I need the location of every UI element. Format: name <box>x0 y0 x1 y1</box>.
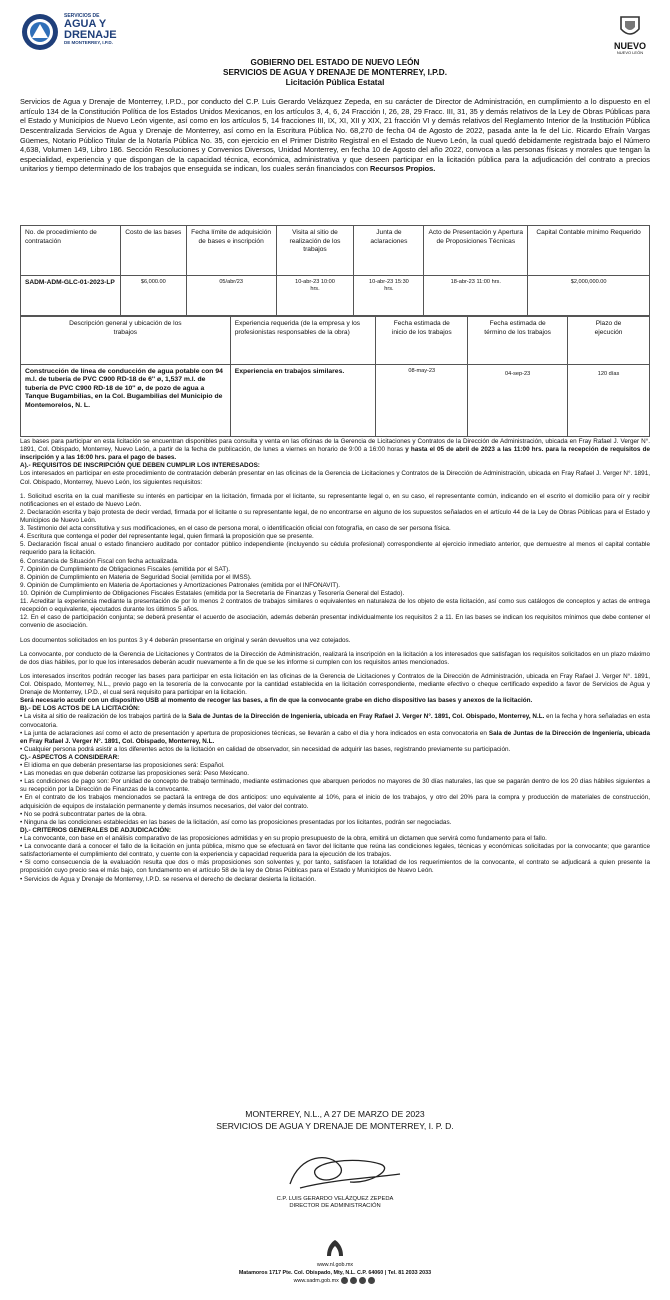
header <box>0 0 670 100</box>
table-header-cell: Costo de las bases <box>120 226 186 276</box>
table-header-cell: Junta de aclaraciones <box>354 226 424 276</box>
list-item: • La convocante, con base en el análisis comparativo de las proposiciones admitidas y en su propio presupuesto de la obra, emitirá un dictamen que servirá como fundamento para el fallo. <box>20 835 547 843</box>
table-cell: $2,000,000.00 <box>528 276 650 316</box>
table-cell: 04-sep-23 <box>468 365 568 437</box>
table-header-cell: Acto de Presentación y Apertura de Proposiciones Técnicas <box>424 226 528 276</box>
section-c-title: C).- ASPECTOS A CONSIDERAR: <box>20 753 120 761</box>
footer-address: Matamoros 1717 Pte. Col. Obispado, Mty, N.L. C.P. 64060 | Tel. 81 2033 2033 <box>238 1270 432 1277</box>
section-a-paragraph: Los interesados inscritos podrán recoger las bases para participar en esta licitación en las oficinas de la Gerencia de Licitaciones y Contratos de la Dirección de Administración, ubicada en Fray Rafael J. Verger N°. 1891, Col. Obispado, Monterrey, N.L., previo pago en la tesorería de la convocante por la cantidad establecida en la licitación correspondiente, mediante efectivo o cheque certificado expedido a favor de Servicios de Agua y Drenaje de Monterrey, I.P.D., el cual será requisito para participar en la licitación. <box>20 672 650 697</box>
list-item: • Las condiciones de pago son: Por unidad de concepto de trabajo terminado, mediante estimaciones que abarquen periodos no mayores de 30 días naturales, las que se pagarán dentro de los 20 días hábiles siguientes a su recepción por la Dirección de Finanzas de la convocante. <box>20 778 650 794</box>
table-header-cell: Fecha estimada de inicio de los trabajos <box>376 317 468 365</box>
footer-web-sadm-row <box>0 1277 670 1285</box>
bases-paragraph <box>20 438 650 462</box>
table-cell: 10-abr-23 10:00 hrs. <box>276 276 354 316</box>
list-item: 11. Acreditar la experiencia mediante la presentación de por lo menos 2 contratos de trabajos similares o equivalentes en naturaleza de los objeto de esta licitación, así como sus catálogos de conceptos y actas de entrega recepción o equivalente, ejecutados durante los últimos 5 años. <box>20 598 650 614</box>
list-item <box>20 730 650 746</box>
list-item: 4. Escritura que contenga el poder del representante legal, quien firmará la proposición que se presente. <box>20 533 314 541</box>
table-header-cell: Descripción general y ubicación de los trabajos <box>21 317 231 365</box>
bases-bold: y hasta el 05 de abril de 2023 a las 11:00 hrs. para la recepción de requisitos de inscripción y a las 16:00 hrs. para el pago de bases. <box>20 446 650 462</box>
bases-text: Las bases para participar en esta licitación se encuentran disponibles para consulta y venta en las oficinas de la Gerencia de Licitaciones y Contratos de la Dirección de Administración, ubicada en Fray Rafael J. Verger N°. 1891, Col. Obispado, Monterrey, Nuevo León, a partir de la fecha de publicación, de lunes a viernes en horario de 9:00 a 16:00 horas <box>20 438 650 454</box>
list-item: 1. Solicitud escrita en la cual manifieste su interés en participar en la licitación, firmada por el licitante, su representante legal o, en su caso, el representante común, indicando en el escrito el domicilio para oír y recibir notificaciones en el estado de Nuevo León. <box>20 492 650 508</box>
nuevo-leon-footer-logo-icon <box>324 1238 346 1258</box>
intro-bold-end: Recursos Propios. <box>370 164 436 174</box>
title-gobierno: GOBIERNO DEL ESTADO DE NUEVO LEÓN <box>250 58 420 67</box>
table-cell: 10-abr-23 15:30 hrs. <box>354 276 424 316</box>
list-item: 12. En el caso de participación conjunta; se deberá presentar el acuerdo de asociación, además deberán presentar individualmente los requisitos 2 a 11. En las bases se indican los requisitos mínimos que debe contener el convenio de asociación. <box>20 614 650 630</box>
logo-line-2: AGUA Y <box>64 18 107 30</box>
table-cell: $6,000.00 <box>120 276 186 316</box>
sadm-logo <box>20 12 160 52</box>
visit-location: Sala de Juntas de la Dirección de Ingeniería, ubicada en Fray Rafael J. Verger N°. 1891, Col. Obispado, Monterrey, N.L. <box>188 713 545 721</box>
nuevo-leon-word: NUEVO <box>613 41 646 52</box>
intro-text: Servicios de Agua y Drenaje de Monterrey, I.P.D., por conducto del C.P. Luis Gerardo Velázquez Zepeda, en su carácter de Director de Administración, en cumplimiento a lo dispuesto en el artículo 134 de la Constitución Política de los Estados Unidos Mexicanos, en los artículos 3, 4, 6, 24 Fracción I, 26, 28, 29 Fracc. III, 31, 35 y demás relativos de la Ley de Obras Públicas para el Estado y Municipios de Nuevo León vigente, así como en los artículos 5, 14 fracciones III, IX, XI, XII y XIX, 21 fracción VI y demás relativos del Reglamento Interior de la Institución Pública Descentralizada Servicios de Agua y Drenaje de Monterrey, así como en la Escritura Pública No. 68,270 de fecha 04 de Agosto de 2022, pasada ante la fe del Lic. Ricardo Efraín Vargas Güemes, Notario Público Titular de la Notaría Pública No. 35, con ejercicio en el Primer Distrito Registral en el Estado de Nuevo León, la cual quedó debidamente registrada bajo el Número 4,638, Volumen 149, Libro 186. Sección Resoluciones y Convenios Diversos, Unidad Monterrey, en fecha 10 de Agosto del año 2022, convoca a las personas físicas y morales que tengan la especialidad, experiencia y que dispongan de la capacidad técnica, económica, administrativa y que deseen participar en la licitación pública para la adjudicación del contrato a precios unitarios y tiempo determinado de los trabajos que enseguida se indican, los cuales serán financiados con <box>20 97 650 174</box>
section-a-paragraph: La convocante, por conducto de la Gerencia de Licitaciones y Contratos de la Dirección de Administración, realizará la inscripción en la licitación a los interesados que satisfagan los requisitos solicitados en un plazo máximo de dos días hábiles, por lo que los interesados deberán acudir nuevamente a fin de que se les informe si cumplen con los requisitos antes mencionados. <box>20 650 650 666</box>
list-item: • Si como consecuencia de la evaluación resulta que dos o más proposiciones son solventes y, por tanto, satisfacen la totalidad de los requerimientos de la convocante, el contrato se adjudicará a quien presente la proposición cuyo precio sea el más bajo, con fundamento en el artículo 58 de la ley de Obras Públicas para el Estado y Municipios de Nuevo León. <box>20 859 650 875</box>
list-item: 8. Opinión de Cumplimiento en Materia de Seguridad Social (emitida por el IMSS). <box>20 573 252 581</box>
section-a-title: A).- REQUISITOS DE INSCRIPCIÓN QUE DEBEN CUMPLIR LOS INTERESADOS: <box>20 462 260 470</box>
list-item: • Las monedas en que deberán cotizarse las proposiciones será: Peso Mexicano. <box>20 770 249 778</box>
section-a-paragraph: Los documentos solicitados en los puntos 3 y 4 deberán presentarse en original y serán devueltos una vez cotejados. <box>20 636 351 644</box>
usb-notice: Será necesario acudir con un dispositivo USB al momento de recoger las bases, a fin de que la convocante grabe en dicho dispositivo las bases y anexos de la licitación. <box>20 697 533 705</box>
table-cell: 18-abr-23 11:00 hrs. <box>424 276 528 316</box>
list-item: • Cualquier persona podrá asistir a los diferentes actos de la licitación en calidad de observador, sin necesidad de adquirir las bases, registrando previamente su participación. <box>20 745 511 753</box>
twitter-icon[interactable] <box>350 1277 357 1284</box>
logo-line-3: DRENAJE <box>64 29 117 41</box>
signature-icon <box>260 1144 420 1199</box>
table-header-row <box>21 317 650 365</box>
signer-name: C.P. LUIS GERARDO VELÁZQUEZ ZEPEDA <box>276 1196 394 1202</box>
table-cell: 05/abr/23 <box>186 276 276 316</box>
list-item: • La convocante dará a conocer el fallo de la licitación en junta pública, mismo que se efectuará en favor del licitante que reúna las condiciones legales, técnicas y económicas solicitadas por la convocante; que garantice satisfactoriamente el cumplimiento del contrato, y cuente con la experiencia y capacidad requerida para la ejecución de los trabajos. <box>20 843 650 859</box>
list-item: 9. Opinión de Cumplimiento en Materia de Aportaciones y Amortizaciones Patronales (emitida por el INFONAVIT). <box>20 581 341 589</box>
works-table <box>20 316 650 437</box>
instagram-icon[interactable] <box>359 1277 366 1284</box>
junta-text: • La junta de aclaraciones así como el acto de presentación y apertura de proposiciones técnicas, se llevarán a cabo el día y hora indicados en esta convocatoria en <box>20 729 489 737</box>
closing-block <box>0 1108 670 1133</box>
list-item: • Ninguna de las condiciones establecidas en las bases de la licitación, así como las proposiciones presentadas por los licitantes, podrán ser negociadas. <box>20 818 452 826</box>
section-d-title: D).- CRITERIOS GENERALES DE ADJUDICACIÓN: <box>20 826 171 834</box>
section-b-title: B).- DE LOS ACTOS DE LA LICITACIÓN: <box>20 705 140 713</box>
title-licitacion: Licitación Pública Estatal <box>285 77 385 87</box>
intro-paragraph <box>20 97 650 174</box>
youtube-icon[interactable] <box>368 1277 375 1284</box>
closing-date: MONTERREY, N.L., A 27 DE MARZO DE 2023 <box>245 1109 425 1119</box>
list-item: • El idioma en que deberán presentarse las proposiciones será: Español. <box>20 762 225 770</box>
table-cell: Construcción de línea de conducción de agua potable con 94 m.l. de tubería de PVC C900 RD-18 de 6'' ø, 1,537 m.l. de tubería de PVC C900 RD-18 de 10'' ø, de pozo de agua a Tanque Bugambilias, en la Col. Bugambilias del Municipio de Montemorelos, N. L. <box>21 365 231 437</box>
list-item: 3. Testimonio del acta constitutiva y sus modificaciones, en el caso de persona moral, o identificación oficial con fotografía, en caso de ser persona física. <box>20 525 451 533</box>
facebook-icon[interactable] <box>341 1277 348 1284</box>
title-sadm: SERVICIOS DE AGUA Y DRENAJE DE MONTERREY, I.P.D. <box>223 67 447 77</box>
table-cell: SADM-ADM-GLC-01-2023-LP <box>21 276 121 316</box>
list-item: 5. Declaración fiscal anual o estado financiero auditado por contador público independiente (incluyendo su cédula profesional) correspondiente al ejercicio inmediato anterior, que demuestre al menos el capital contable requerido para la licitación. <box>20 541 650 557</box>
list-item <box>20 713 650 729</box>
signer-block <box>0 1196 670 1210</box>
sadm-logo-icon <box>20 12 60 52</box>
nuevo-leon-crest-icon <box>619 15 641 39</box>
table-header-row <box>21 226 650 276</box>
list-item: • Servicios de Agua y Drenaje de Monterrey, I.P.D. se reserva el derecho de declarar desierta la licitación. <box>20 875 317 883</box>
procedure-table <box>20 225 650 316</box>
footer-web-nl[interactable]: www.nl.gob.mx <box>316 1262 354 1269</box>
table-cell: 120 días <box>568 365 650 437</box>
signer-role: DIRECTOR DE ADMINISTRACIÓN <box>289 1203 381 1210</box>
table-header-cell: Visita al sitio de realización de los trabajos <box>276 226 354 276</box>
list-item: 6. Constancia de Situación Fiscal con fecha actualizada. <box>20 557 179 565</box>
visit-text: • La visita al sitio de realización de los trabajos partirá de la <box>20 713 189 721</box>
footer <box>0 1238 670 1285</box>
table-cell: Experiencia en trabajos similares. <box>230 365 376 437</box>
closing-institution: SERVICIOS DE AGUA Y DRENAJE DE MONTERREY, I. P. D. <box>216 1121 454 1132</box>
table-header-cell: Fecha límite de adquisición de bases e inscripción <box>186 226 276 276</box>
footer-web-sadm[interactable]: www.sadm.gob.mx <box>293 1278 339 1285</box>
list-item: 2. Declaración escrita y bajo protesta de decir verdad, firmada por el licitante o su representante legal, de no encontrarse en alguno de los supuestos señalados en el artículo 44 de la Ley de Obras Públicas para el Estado y Municipios de Nuevo León. <box>20 508 650 524</box>
junta-location: Sala de Juntas de la Dirección de Ingeniería, ubicada en Fray Rafael J. Verger N°. 1891, Col. Obispado, Monterrey, N.L. <box>20 729 650 745</box>
document-body <box>20 438 650 884</box>
table-row <box>21 276 650 316</box>
table-header-cell: No. de procedimiento de contratación <box>21 226 121 276</box>
table-header-cell: Plazo de ejecución <box>568 317 650 365</box>
list-item: 10. Opinión de Cumplimiento de Obligaciones Fiscales Estatales (emitida por la Secretaría de Finanzas y Tesorería General del Estado). <box>20 589 405 597</box>
table-row <box>21 365 650 437</box>
list-item: 7. Opinión de Cumplimiento de Obligaciones Fiscales (emitida por el SAT). <box>20 565 231 573</box>
list-item: • En el contrato de los trabajos mencionados se pactará la entrega de dos anticipos: uno equivalente al 10%, para el inicio de los trabajos, y otro del 20% para la compra y producción de materiales de construcción, adquisición de equipos de instalación permanente y demás insumos necesarios, del valor del contrato. <box>20 794 650 810</box>
list-item: • No se podrá subcontratar partes de la obra. <box>20 810 147 818</box>
nuevo-leon-subword: NUEVO LEÓN <box>616 50 644 56</box>
table-header-cell: Fecha estimada de término de los trabajos <box>468 317 568 365</box>
nuevo-leon-logo <box>605 15 655 61</box>
logo-line-4: DE MONTERREY, I.P.D. <box>64 40 113 45</box>
table-header-cell: Experiencia requerida (de la empresa y los profesionistas responsables de la obra) <box>230 317 376 365</box>
document-titles <box>0 58 670 88</box>
logo-line-1: SERVICIOS DE <box>64 13 100 19</box>
section-a-intro: Los interesados en participar en este procedimiento de contratación deberán presentar en las oficinas de la Gerencia de Licitaciones y Contratos de la Dirección de Administración, ubicada en Fray Rafael J. Verger N°. 1891, Col. Obispado, Monterrey, Nuevo León, los siguientes requisitos: <box>20 470 650 486</box>
table-cell: 08-may-23 <box>376 365 468 437</box>
table-header-cell: Capital Contable mínimo Requerido <box>528 226 650 276</box>
visit-text-end: en la fecha y hora señaladas en esta convocatoria. <box>20 713 651 729</box>
